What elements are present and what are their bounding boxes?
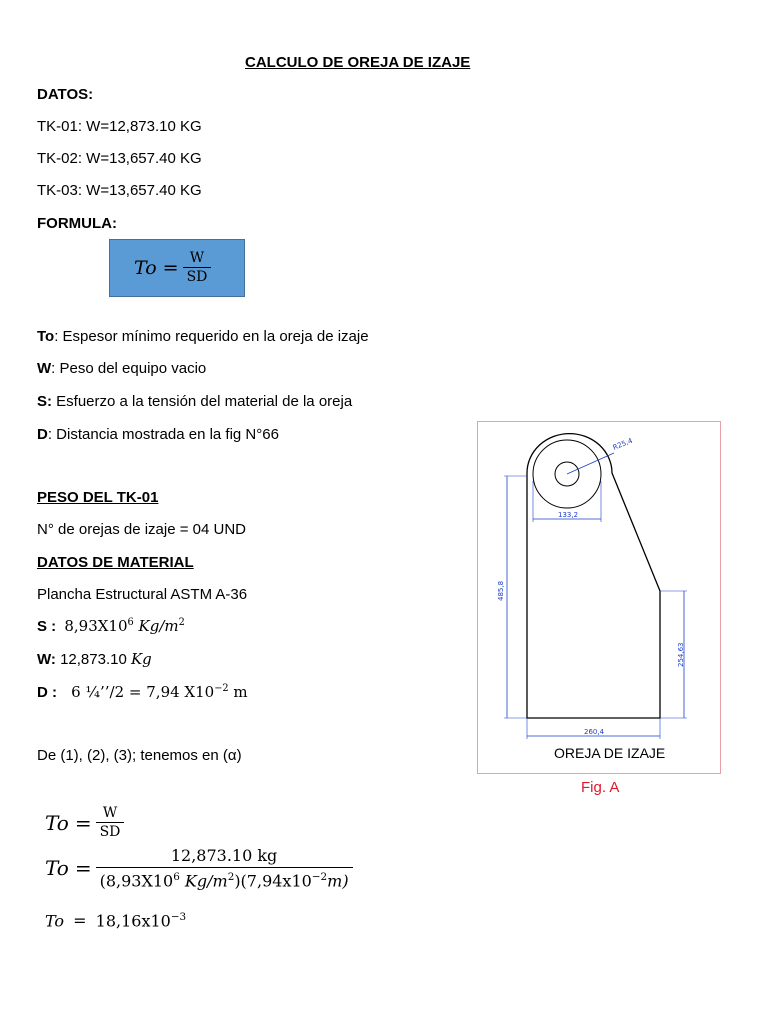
oreja-outline: [527, 434, 660, 718]
formula-box: [109, 239, 245, 297]
plancha-line: Plancha Estructural ASTM A-36: [37, 586, 248, 603]
de-line: De (1), (2), (3); tenemos en (α): [37, 747, 242, 764]
dim-height-right-label: 254,63: [677, 642, 685, 667]
datos-line-tk03: TK-03: W=13,657.40 KG: [37, 182, 202, 199]
formula-fraction: [185, 250, 210, 285]
page-title: CALCULO DE OREJA DE IZAJE: [245, 54, 471, 71]
peso-heading: PESO DEL TK-01: [37, 489, 159, 506]
calc-formula: To = $\frac{W}{SD}$: [45, 805, 122, 840]
calc-result: $To = 18,16x10^{-3}$: [45, 911, 187, 931]
oreja-drawing: [477, 421, 721, 774]
definition-s: S: Esfuerzo a la tensión del material de la oreja: [37, 393, 353, 410]
formula-heading: FORMULA:: [37, 215, 117, 232]
w-value-line: W: 12,873.10 Kg: [37, 650, 152, 668]
definition-to: To: Espesor mínimo requerido en la oreja de izaje: [37, 328, 369, 345]
definition-d: D: Distancia mostrada en la fig N°66: [37, 426, 279, 443]
drawing-title: OREJA DE IZAJE: [554, 745, 666, 761]
calc-fraction-1: $\frac{W}{SD}$: [98, 805, 123, 840]
formula-expression: To = $\frac{W}{SD}$: [134, 250, 209, 285]
formula-numerator: W: [189, 250, 205, 266]
radius-leader: [567, 453, 614, 474]
datos-line-tk02: TK-02: W=13,657.40 KG: [37, 150, 202, 167]
calc-fraction-2: $\frac{12,873.10 kg}{(8,93X10^6 Kg/m^2)(7,94x10^{-2}m)}$: [98, 846, 351, 890]
material-heading: DATOS DE MATERIAL: [37, 554, 194, 571]
s-value-line: S : $8,93X10^6$ $Kg/m^2$: [37, 617, 185, 635]
formula-lhs: To: [134, 256, 157, 279]
datos-line-tk01: TK-01: W=12,873.10 KG: [37, 118, 202, 135]
d-value-line: D : 6 ¼’’/2 = 7,94 $X10^{-2}$ m: [37, 683, 248, 701]
radius-label: R25,4: [611, 436, 634, 452]
calc-substitution: To = $\frac{12,873.10 kg}{(8,93X10^6 Kg/m^2)(7,94x10^{-2}m)}$: [45, 846, 351, 890]
dim-height-total-label: 485,8: [497, 580, 505, 601]
datos-heading: DATOS:: [37, 86, 94, 103]
formula-denominator: SD: [183, 267, 212, 285]
definition-w: W: Peso del equipo vacio: [37, 360, 207, 377]
figure-caption: Fig. A: [581, 779, 620, 796]
orejas-line: N° de orejas de izaje = 04 UND: [37, 521, 247, 538]
dim-width-top-label: 133,2: [558, 511, 579, 519]
dim-width-bottom-label: 260,4: [584, 728, 605, 736]
